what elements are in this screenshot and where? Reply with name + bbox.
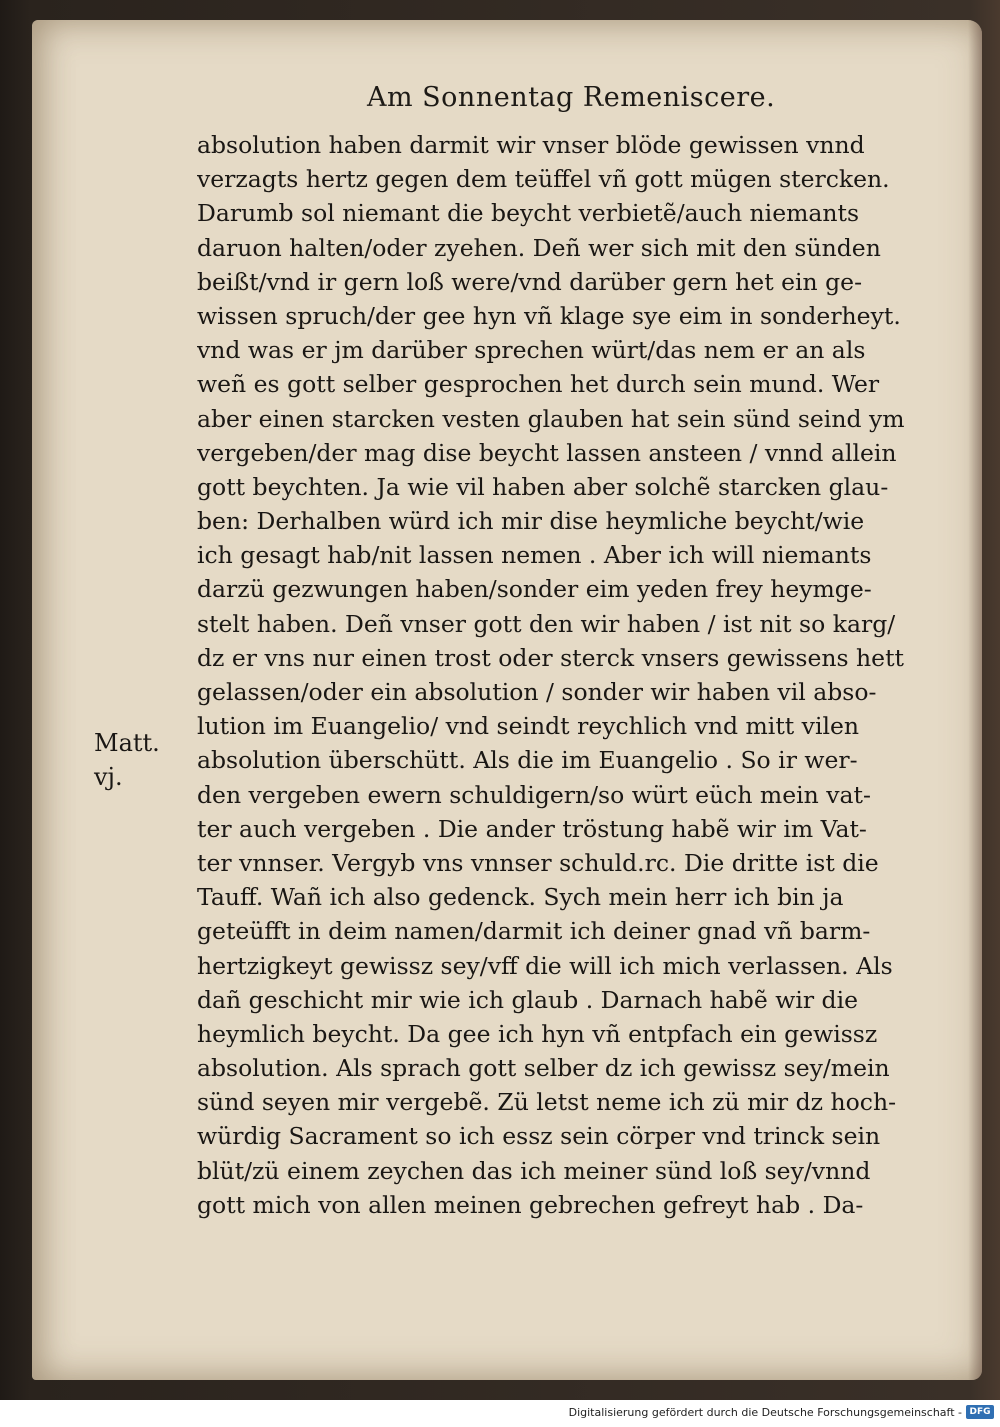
- text-line: absolution überschütt. Als die im Euangelio . So ir wer-: [197, 746, 858, 775]
- text-line: Darumb sol niemant die beycht verbietẽ/auch niemants: [197, 199, 860, 228]
- text-line: dz er vns nur einen trost oder sterck vnsers gewissens hett: [197, 643, 904, 672]
- marginal-note: vj.: [94, 763, 123, 791]
- text-line: Tauff. Wañ ich also gedenck. Sych mein herr ich bin ja: [197, 883, 844, 912]
- text-line: verzagts hertz gegen dem teüffel vñ gott mügen stercken.: [197, 165, 890, 194]
- text-line: ter auch vergeben . Die ander tröstung habẽ wir im Vat-: [197, 814, 867, 843]
- text-line: weñ es gott selber gesprochen het durch sein mund. Wer: [197, 370, 880, 399]
- text-line: gelassen/oder ein absolution / sonder wir haben vil abso-: [197, 678, 877, 706]
- text-line: den vergeben ewern schuldigern/so würt eüch mein vat-: [197, 780, 871, 809]
- body-text: [197, 128, 957, 1222]
- text-line: sünd seyen mir vergebẽ. Zü letst neme ich zü mir dz hoch-: [197, 1088, 897, 1117]
- text-line: wissen spruch/der gee hyn vñ klage sye eim in sonderheyt.: [197, 301, 901, 330]
- text-line: hertzigkeyt gewissz sey/vff die will ich mich verlassen. Als: [197, 951, 893, 980]
- text-line: lution im Euangelio/ vnd seindt reychlich vnd mitt vilen: [197, 712, 860, 741]
- text-line: absolution. Als sprach gott selber dz ich gewissz sey/mein: [197, 1054, 890, 1083]
- dfg-logo-icon: DFG: [966, 1405, 994, 1419]
- text-line: ben: Derhalben würd ich mir dise heymliche beycht/wie: [197, 507, 865, 536]
- text-line: absolution haben darmit wir vnser blöde gewissen vnnd: [197, 131, 865, 159]
- text-line: dañ geschicht mir wie ich glaub . Darnach habẽ wir die: [197, 985, 859, 1014]
- text-line: vergeben/der mag dise beycht lassen ansteen / vnnd allein: [197, 438, 897, 467]
- text-line: aber einen starcken vesten glauben hat sein sünd seind ym: [197, 404, 905, 433]
- text-line: heymlich beycht. Da gee ich hyn vñ entpfach ein gewissz: [197, 1019, 878, 1048]
- text-line: daruon halten/oder zyehen. Deñ wer sich mit den sünden: [197, 233, 881, 262]
- funding-credit: Digitalisierung gefördert durch die Deutsche Forschungsgemeinschaft -: [568, 1406, 962, 1419]
- text-line: ter vnnser. Vergyb vns vnnser schuld.rc. Die dritte ist die: [197, 848, 879, 877]
- marginal-note: Matt.: [94, 729, 160, 757]
- book-page: [32, 20, 982, 1380]
- text-line: ich gesagt hab/nit lassen nemen . Aber ich will niemants: [197, 541, 872, 570]
- text-line: beißt/vnd ir gern loß were/vnd darüber gern het ein ge-: [197, 267, 863, 296]
- text-line: vnd was er jm darüber sprechen würt/das nem er an als: [197, 336, 866, 365]
- text-line: gott mich von allen meinen gebrechen gefreyt hab . Da-: [197, 1190, 864, 1219]
- running-head: Am Sonnentag Remeniscere.: [367, 82, 776, 113]
- text-line: würdig Sacrament so ich essz sein cörper vnd trinck sein: [197, 1122, 881, 1151]
- footer-bar: [0, 1400, 1000, 1427]
- text-line: darzü gezwungen haben/sonder eim yeden frey heymge-: [197, 575, 872, 604]
- text-line: gott beychten. Ja wie vil haben aber solchẽ starcken glau-: [197, 472, 889, 501]
- text-line: geteüfft in deim namen/darmit ich deiner gnad vñ barm-: [197, 917, 871, 946]
- text-line: blüt/zü einem zeychen das ich meiner sünd loß sey/vnnd: [197, 1156, 871, 1185]
- text-line: stelt haben. Deñ vnser gott den wir haben / ist nit so karg/: [197, 609, 896, 638]
